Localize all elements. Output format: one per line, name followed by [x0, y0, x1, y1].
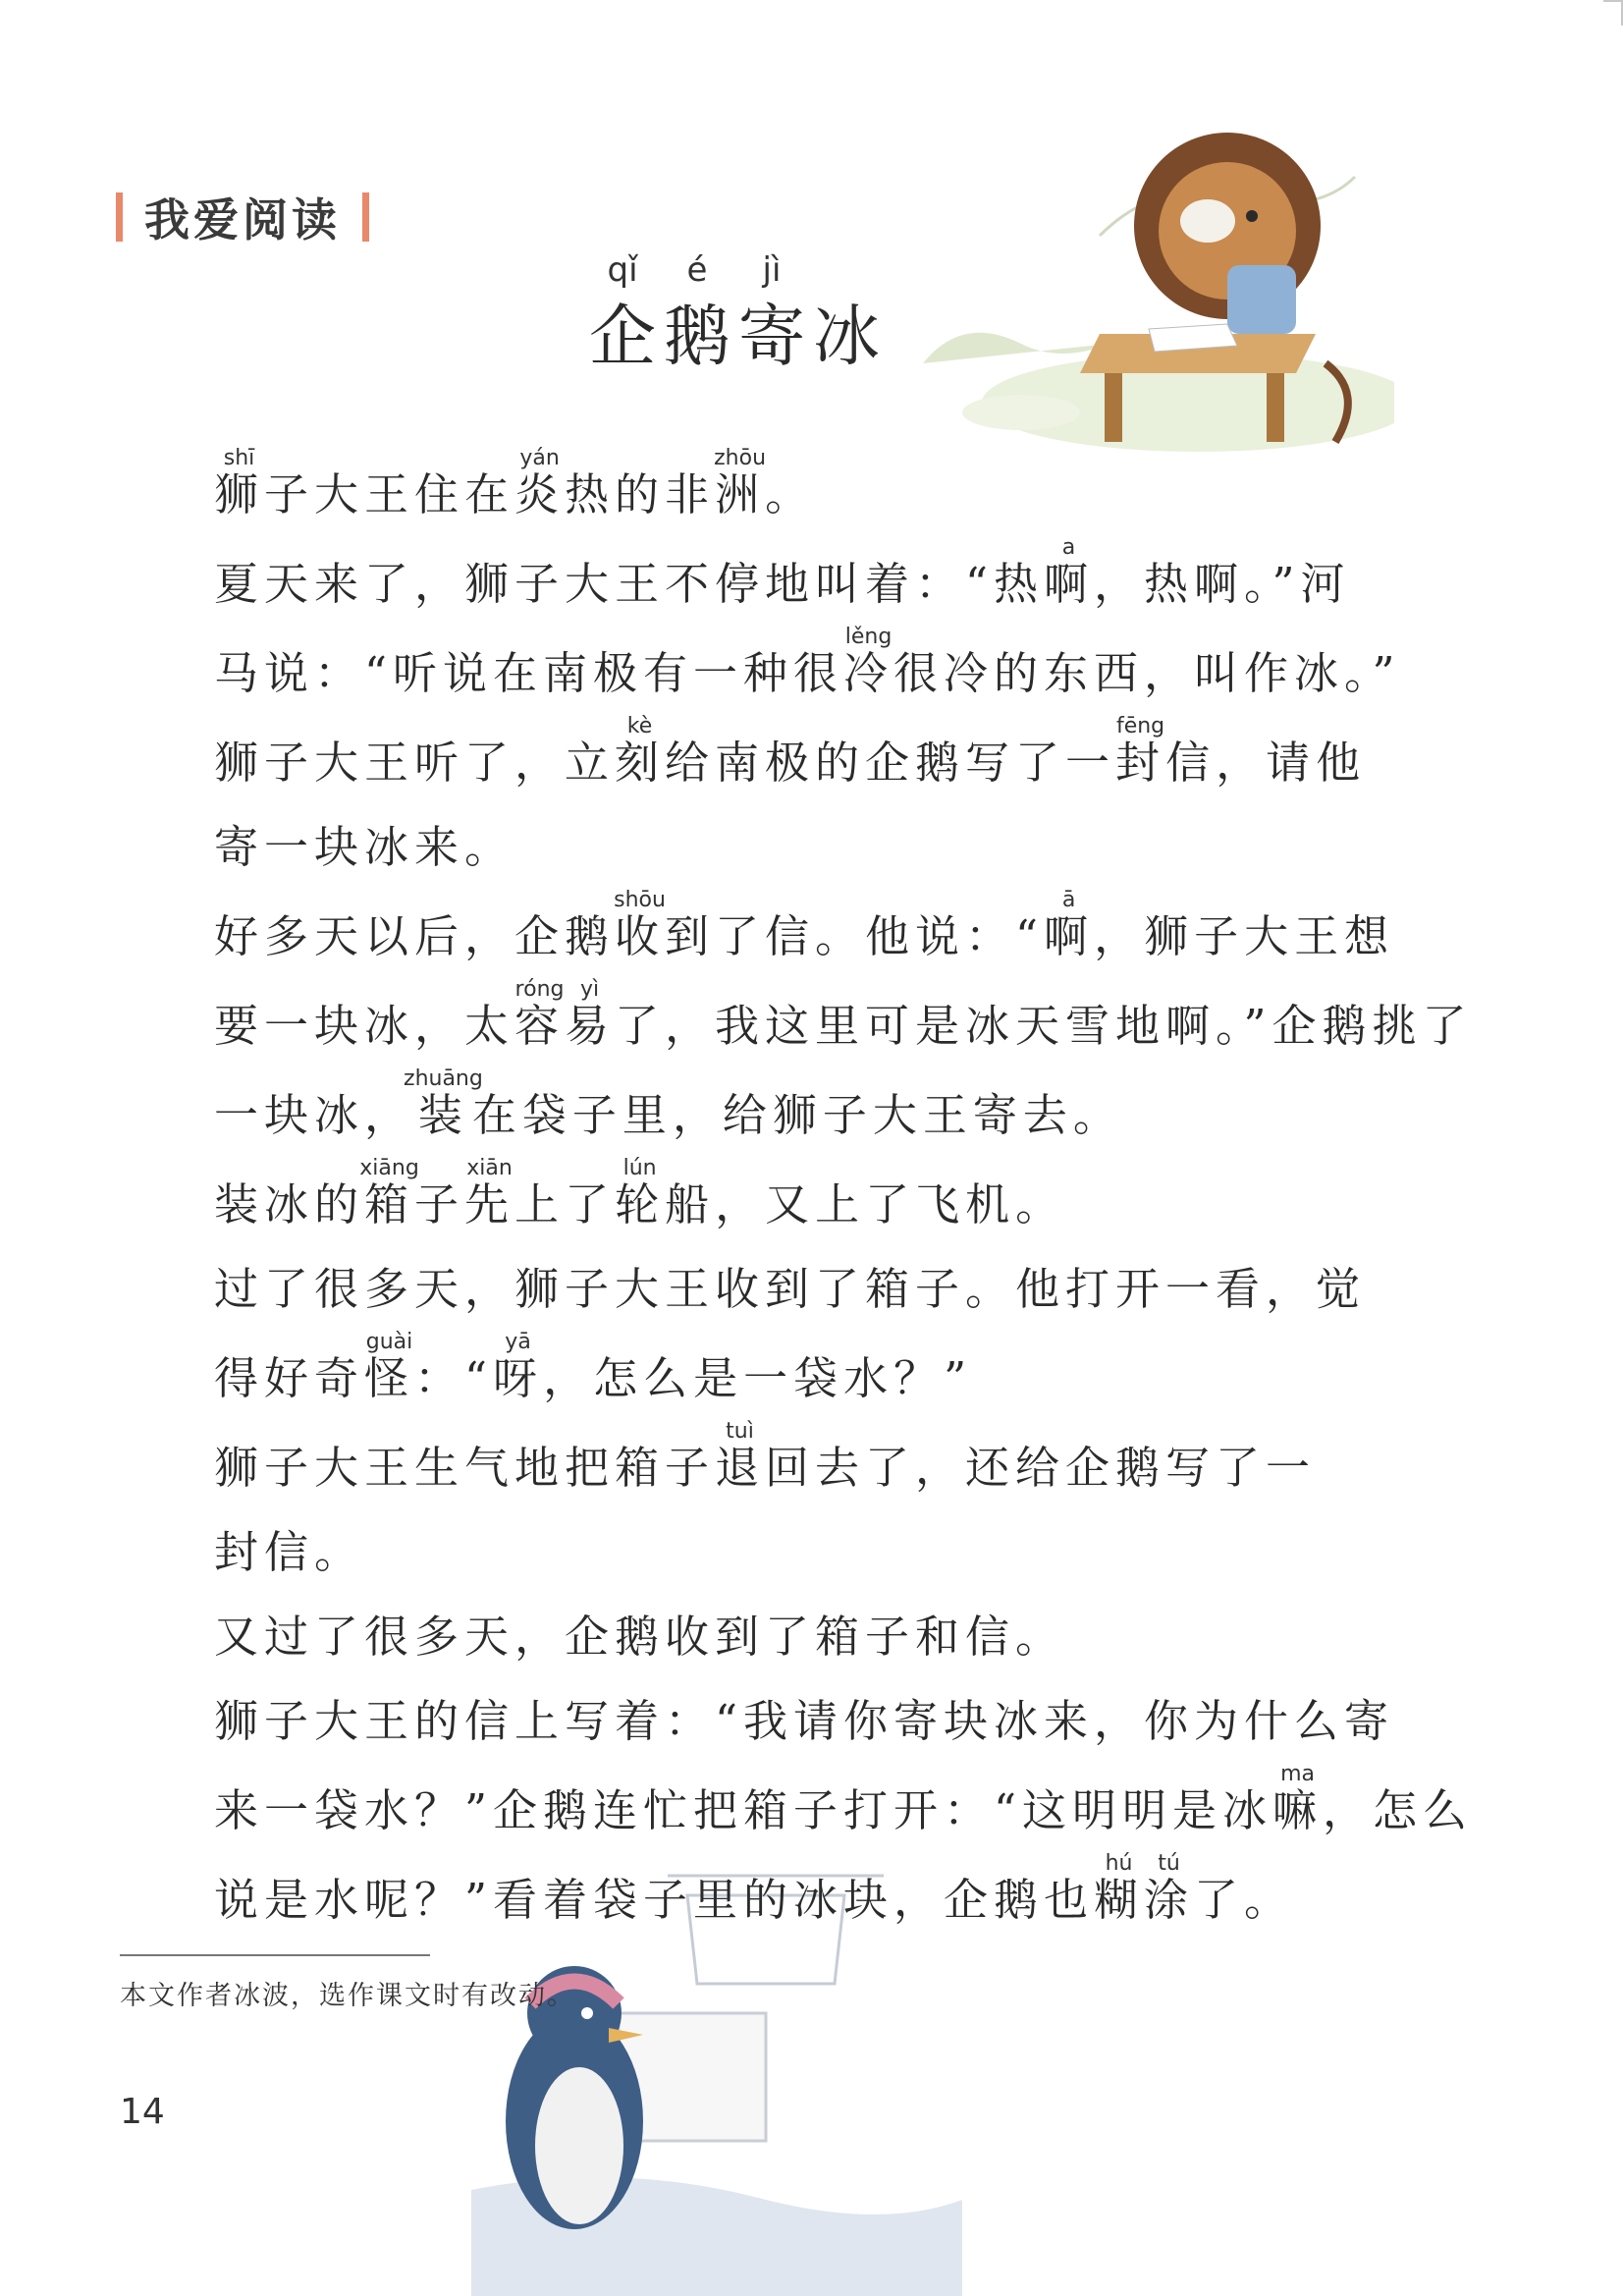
annotated-char: 先xiān [464, 1156, 515, 1230]
paragraph [120, 1679, 1474, 1942]
text-line: 寄一块冰来。 [214, 821, 515, 873]
text-line: 一块冰，装zhuāng在袋子里，给狮子大王寄去。 [214, 1066, 1123, 1141]
pinyin: lěng [843, 625, 894, 649]
section-header [116, 187, 369, 247]
pinyin: yā [493, 1330, 544, 1354]
title-pinyin: é [686, 250, 708, 290]
pinyin: tú [1144, 1851, 1195, 1876]
pinyin: hú [1094, 1851, 1145, 1876]
text-line: 狮子大王听了，立刻kè给南极的企鹅写了一封fēng信，请他 [214, 714, 1367, 789]
title-pinyin: jì [762, 250, 782, 290]
pinyin: ma [1272, 1762, 1324, 1786]
section-header-label: 我爱阅读 [144, 193, 341, 246]
text-line: 狮子大王的信上写着：“我请你寄块冰来，你为什么寄 [214, 1695, 1395, 1747]
paragraph [120, 714, 1367, 890]
annotated-char: 易yì [565, 977, 616, 1052]
text-line: 又过了很多天，企鹅收到了箱子和信。 [214, 1611, 1066, 1663]
paragraph [120, 1421, 1357, 1595]
text-line: 狮子大王生气地把箱子退tuì回去了，还给企鹅写了一 [214, 1419, 1317, 1494]
pinyin: shōu [614, 888, 666, 912]
title-hanzi: 寄 [737, 299, 805, 376]
pinyin: shī [214, 446, 264, 470]
text-line: 狮shī子大王住在炎yán热的非洲zhōu。 [214, 446, 816, 520]
text-line: 来一袋水？”企鹅连忙把箱子打开：“这明明是冰嘛ma，怎么 [214, 1762, 1474, 1836]
story-body [120, 446, 1474, 1942]
paragraph [120, 888, 1473, 1158]
pinyin: xiān [464, 1156, 515, 1180]
title-pinyin: qǐ [607, 250, 638, 290]
title-hanzi: 企 [588, 299, 656, 376]
pinyin: róng [514, 977, 566, 1002]
annotated-char: 呀yā [493, 1330, 544, 1404]
annotated-char: 啊a [1044, 535, 1095, 610]
annotated-char: 涂tú [1144, 1851, 1195, 1926]
annotated-char: 退tuì [715, 1419, 766, 1494]
title-char [734, 250, 809, 376]
pinyin: tuì [715, 1419, 766, 1444]
page-number: 14 [120, 2092, 165, 2132]
pinyin: ā [1044, 888, 1095, 912]
text-line: 装冰的箱xiāng子先xiān上了轮lún船，又上了飞机。 [214, 1156, 1066, 1230]
text-line: 得好奇怪guài：“呀yā，怎么是一袋水？” [214, 1330, 973, 1404]
annotated-char: 轮lún [615, 1156, 666, 1230]
pinyin: zhuāng [404, 1066, 483, 1091]
title-char [660, 250, 734, 376]
text-line: 好多天以后，企鹅收shōu到了信。他说：“啊ā，狮子大王想 [214, 888, 1395, 962]
title-hanzi: 鹅 [663, 299, 730, 376]
corner-mark [1603, 0, 1623, 26]
title-hanzi: 冰 [812, 299, 880, 376]
annotated-char: 容róng [514, 977, 566, 1052]
pinyin: lún [615, 1156, 666, 1180]
footnote-divider [120, 1954, 430, 1956]
header-bar-right [362, 192, 369, 242]
pinyin: a [1044, 535, 1095, 560]
header-bar-left [116, 192, 123, 242]
annotated-char: 洲zhōu [714, 446, 767, 520]
annotated-char: 糊hú [1094, 1851, 1145, 1926]
annotated-char: 刻kè [615, 714, 666, 789]
annotated-char: 啊ā [1044, 888, 1095, 962]
pinyin: kè [615, 714, 666, 738]
annotated-char: 狮shī [214, 446, 265, 520]
text-line: 要一块冰，太容róng易yì了，我这里可是冰天雪地啊。”企鹅挑了 [214, 977, 1473, 1052]
paragraph [120, 1247, 1367, 1421]
annotated-char: 箱xiāng [359, 1156, 419, 1230]
annotated-char: 炎yán [514, 446, 566, 520]
pinyin: xiāng [359, 1156, 419, 1180]
annotated-char: 嘛ma [1272, 1762, 1324, 1836]
pinyin: fēng [1115, 714, 1166, 738]
text-line: 夏天来了，狮子大王不停地叫着：“热啊a，热啊。”河 [214, 535, 1351, 610]
annotated-char: 冷lěng [843, 625, 894, 699]
paragraph [120, 448, 1357, 537]
text-line: 过了很多天，狮子大王收到了箱子。他打开一看，觉 [214, 1263, 1367, 1315]
lesson-title [585, 250, 884, 376]
text-line: 封信。 [214, 1526, 365, 1578]
annotated-char: 怪guài [364, 1330, 415, 1404]
annotated-char: 装zhuāng [404, 1066, 483, 1141]
annotated-char: 收shōu [614, 888, 666, 962]
paragraph [120, 1595, 1357, 1679]
title-char [809, 253, 884, 376]
pinyin: yì [565, 977, 616, 1002]
paragraph [120, 535, 1401, 716]
text-line: 说是水呢？”看着袋子里的冰块，企鹅也糊hú涂tú了。 [214, 1851, 1295, 1926]
title-char [585, 250, 660, 376]
pinyin: yán [514, 446, 566, 470]
text-line: 马说：“听说在南极有一种很冷lěng很冷的东西，叫作冰。” [214, 625, 1401, 699]
lion-illustration [903, 118, 1394, 471]
paragraph [120, 1158, 1357, 1247]
footnote: 本文作者冰波，选作课文时有改动。 [120, 1981, 575, 2011]
annotated-char: 封fēng [1115, 714, 1166, 789]
pinyin: zhōu [714, 446, 767, 470]
pinyin: guài [364, 1330, 415, 1354]
